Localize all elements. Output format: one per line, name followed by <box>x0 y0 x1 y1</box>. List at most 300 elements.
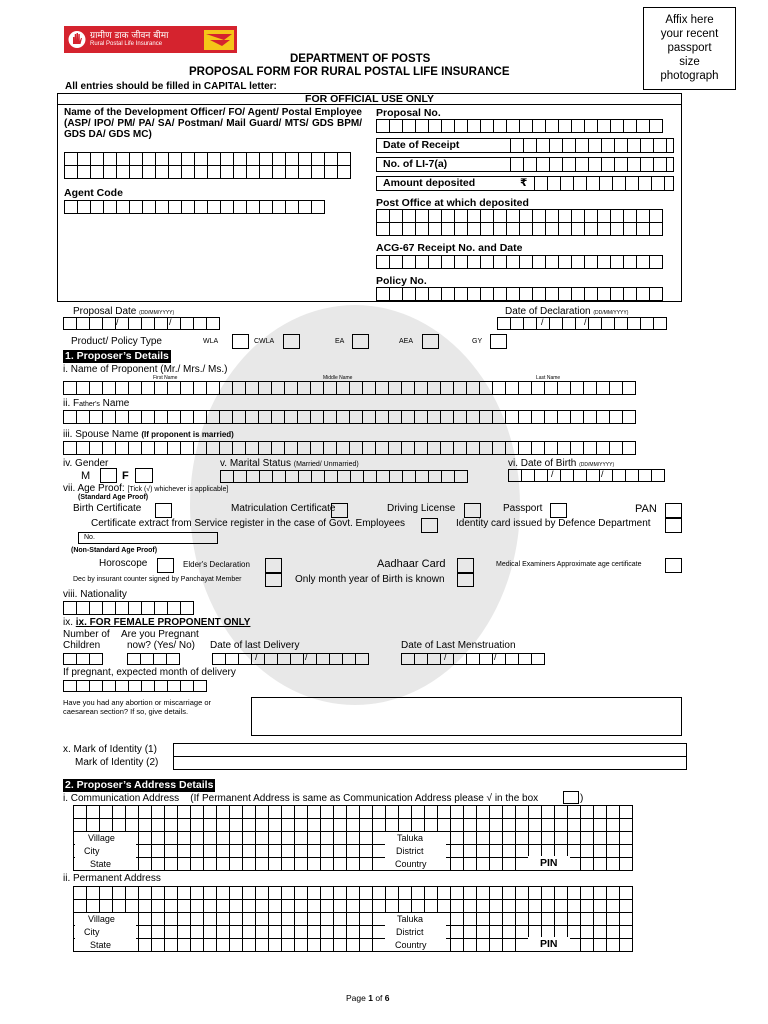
input-cell[interactable] <box>206 410 220 424</box>
input-cell[interactable] <box>536 138 550 153</box>
input-cell[interactable] <box>166 653 180 665</box>
input-cell[interactable] <box>493 222 507 236</box>
input-cell[interactable] <box>363 470 377 483</box>
input-cell[interactable] <box>216 857 230 871</box>
input-cell[interactable] <box>463 844 477 858</box>
input-cell[interactable] <box>480 209 494 223</box>
input-cell[interactable] <box>428 470 442 483</box>
input-cell[interactable] <box>440 441 454 455</box>
input-cell[interactable] <box>450 938 464 952</box>
input-cell[interactable] <box>636 222 650 236</box>
input-cell[interactable] <box>562 157 576 172</box>
input-cell[interactable] <box>414 441 428 455</box>
input-cell[interactable] <box>593 886 607 900</box>
input-cell[interactable] <box>216 938 230 952</box>
input-cell[interactable] <box>480 119 494 133</box>
input-cell[interactable] <box>523 317 537 330</box>
input-cell[interactable] <box>102 317 116 330</box>
input-cell[interactable] <box>519 287 533 301</box>
input-cell[interactable] <box>277 653 291 665</box>
last-delivery-cells[interactable] <box>212 653 369 665</box>
product-type-ea-checkbox[interactable] <box>352 334 369 349</box>
input-cell[interactable] <box>164 912 178 926</box>
pregnant-cells[interactable] <box>127 653 180 665</box>
input-cell[interactable] <box>402 255 416 269</box>
input-cell[interactable] <box>584 119 598 133</box>
input-cell[interactable] <box>320 899 334 913</box>
input-cell[interactable] <box>346 818 360 832</box>
input-cell[interactable] <box>588 138 602 153</box>
input-cell[interactable] <box>588 157 602 172</box>
input-cell[interactable] <box>272 165 286 179</box>
perm-address-cells-row3[interactable] <box>73 912 633 926</box>
input-cell[interactable] <box>242 886 256 900</box>
input-cell[interactable] <box>636 287 650 301</box>
input-cell[interactable] <box>505 653 519 665</box>
input-cell[interactable] <box>557 410 571 424</box>
input-cell[interactable] <box>281 925 295 939</box>
input-cell[interactable] <box>359 912 373 926</box>
input-cell[interactable] <box>554 899 568 913</box>
input-cell[interactable] <box>203 857 217 871</box>
input-cell[interactable] <box>573 469 587 482</box>
input-cell[interactable] <box>619 938 633 952</box>
input-cell[interactable] <box>284 381 298 395</box>
input-cell[interactable] <box>141 317 155 330</box>
input-cell[interactable] <box>606 938 620 952</box>
input-cell[interactable] <box>640 317 654 330</box>
input-cell[interactable] <box>545 209 559 223</box>
nationality-cells[interactable] <box>63 601 194 615</box>
input-cell[interactable] <box>359 857 373 871</box>
input-cell[interactable] <box>307 925 321 939</box>
input-cell[interactable] <box>636 255 650 269</box>
input-cell[interactable] <box>355 653 369 665</box>
input-cell[interactable] <box>454 287 468 301</box>
input-cell[interactable] <box>112 805 126 819</box>
input-cell[interactable] <box>402 222 416 236</box>
input-cell[interactable] <box>502 805 516 819</box>
input-cell[interactable] <box>342 653 356 665</box>
input-cell[interactable] <box>534 469 548 482</box>
input-cell[interactable] <box>164 805 178 819</box>
input-cell[interactable] <box>77 165 91 179</box>
input-cell[interactable] <box>586 176 600 191</box>
input-cell[interactable] <box>207 200 221 214</box>
input-cell[interactable] <box>385 805 399 819</box>
input-cell[interactable] <box>138 912 152 926</box>
input-cell[interactable] <box>272 470 286 483</box>
input-cell[interactable] <box>333 805 347 819</box>
input-cell[interactable] <box>142 165 156 179</box>
mark-identity-2-field[interactable] <box>173 756 687 770</box>
input-cell[interactable] <box>606 925 620 939</box>
input-cell[interactable] <box>609 381 623 395</box>
input-cell[interactable] <box>89 317 103 330</box>
input-cell[interactable] <box>653 317 667 330</box>
product-type-wla-checkbox[interactable] <box>232 334 249 349</box>
input-cell[interactable] <box>346 831 360 845</box>
input-cell[interactable] <box>229 831 243 845</box>
input-cell[interactable] <box>193 680 207 692</box>
input-cell[interactable] <box>103 200 117 214</box>
input-cell[interactable] <box>558 209 572 223</box>
input-cell[interactable] <box>112 886 126 900</box>
input-cell[interactable] <box>177 899 191 913</box>
input-cell[interactable] <box>190 818 204 832</box>
input-cell[interactable] <box>153 653 167 665</box>
input-cell[interactable] <box>89 653 103 665</box>
input-cell[interactable] <box>168 200 182 214</box>
input-cell[interactable] <box>437 899 451 913</box>
input-cell[interactable] <box>601 317 615 330</box>
input-cell[interactable] <box>492 441 506 455</box>
dev-officer-cells-row1[interactable] <box>64 152 351 166</box>
input-cell[interactable] <box>268 925 282 939</box>
input-cell[interactable] <box>259 152 273 166</box>
input-cell[interactable] <box>242 805 256 819</box>
input-cell[interactable] <box>76 680 90 692</box>
input-cell[interactable] <box>346 938 360 952</box>
input-cell[interactable] <box>307 938 321 952</box>
input-cell[interactable] <box>102 441 116 455</box>
father-name-cells[interactable] <box>63 410 636 425</box>
input-cell[interactable] <box>307 899 321 913</box>
input-cell[interactable] <box>597 255 611 269</box>
input-cell[interactable] <box>440 653 454 665</box>
input-cell[interactable] <box>532 209 546 223</box>
input-cell[interactable] <box>220 470 234 483</box>
input-cell[interactable] <box>518 653 532 665</box>
input-cell[interactable] <box>151 925 165 939</box>
input-cell[interactable] <box>593 831 607 845</box>
input-cell[interactable] <box>138 899 152 913</box>
input-cell[interactable] <box>372 844 386 858</box>
input-cell[interactable] <box>623 287 637 301</box>
input-cell[interactable] <box>76 317 90 330</box>
input-cell[interactable] <box>593 925 607 939</box>
input-cell[interactable] <box>441 209 455 223</box>
input-cell[interactable] <box>297 410 311 424</box>
input-cell[interactable] <box>141 680 155 692</box>
input-cell[interactable] <box>112 899 126 913</box>
input-cell[interactable] <box>333 844 347 858</box>
input-cell[interactable] <box>229 912 243 926</box>
input-cell[interactable] <box>203 844 217 858</box>
input-cell[interactable] <box>599 176 613 191</box>
input-cell[interactable] <box>489 844 503 858</box>
input-cell[interactable] <box>415 470 429 483</box>
input-cell[interactable] <box>127 653 141 665</box>
input-cell[interactable] <box>115 680 129 692</box>
input-cell[interactable] <box>125 886 139 900</box>
input-cell[interactable] <box>225 653 239 665</box>
input-cell[interactable] <box>64 200 78 214</box>
input-cell[interactable] <box>242 912 256 926</box>
input-cell[interactable] <box>207 165 221 179</box>
input-cell[interactable] <box>180 317 194 330</box>
input-cell[interactable] <box>554 818 568 832</box>
declaration-date-cells[interactable] <box>497 317 667 330</box>
input-cell[interactable] <box>619 899 633 913</box>
input-cell[interactable] <box>376 222 390 236</box>
input-cell[interactable] <box>333 925 347 939</box>
input-cell[interactable] <box>428 209 442 223</box>
input-cell[interactable] <box>489 938 503 952</box>
input-cell[interactable] <box>571 222 585 236</box>
input-cell[interactable] <box>609 441 623 455</box>
input-cell[interactable] <box>320 831 334 845</box>
input-cell[interactable] <box>89 601 103 615</box>
input-cell[interactable] <box>614 157 628 172</box>
input-cell[interactable] <box>597 119 611 133</box>
input-cell[interactable] <box>398 886 412 900</box>
input-cell[interactable] <box>502 844 516 858</box>
input-cell[interactable] <box>167 441 181 455</box>
input-cell[interactable] <box>372 857 386 871</box>
input-cell[interactable] <box>333 938 347 952</box>
input-cell[interactable] <box>389 209 403 223</box>
input-cell[interactable] <box>450 818 464 832</box>
input-cell[interactable] <box>203 886 217 900</box>
input-cell[interactable] <box>268 805 282 819</box>
input-cell[interactable] <box>427 381 441 395</box>
input-cell[interactable] <box>138 938 152 952</box>
input-cell[interactable] <box>219 381 233 395</box>
input-cell[interactable] <box>320 925 334 939</box>
input-cell[interactable] <box>167 680 181 692</box>
input-cell[interactable] <box>463 925 477 939</box>
input-cell[interactable] <box>454 209 468 223</box>
input-cell[interactable] <box>125 805 139 819</box>
input-cell[interactable] <box>294 912 308 926</box>
input-cell[interactable] <box>164 899 178 913</box>
input-cell[interactable] <box>216 886 230 900</box>
input-cell[interactable] <box>476 831 490 845</box>
input-cell[interactable] <box>86 805 100 819</box>
input-cell[interactable] <box>453 381 467 395</box>
input-cell[interactable] <box>515 925 529 939</box>
input-cell[interactable] <box>627 157 641 172</box>
input-cell[interactable] <box>220 165 234 179</box>
product-type-gy-checkbox[interactable] <box>490 334 507 349</box>
policy-no-cells[interactable] <box>376 287 663 301</box>
input-cell[interactable] <box>359 805 373 819</box>
input-cell[interactable] <box>493 255 507 269</box>
input-cell[interactable] <box>294 818 308 832</box>
input-cell[interactable] <box>649 119 663 133</box>
input-cell[interactable] <box>359 886 373 900</box>
input-cell[interactable] <box>77 152 91 166</box>
input-cell[interactable] <box>623 209 637 223</box>
input-cell[interactable] <box>583 410 597 424</box>
input-cell[interactable] <box>203 818 217 832</box>
input-cell[interactable] <box>492 410 506 424</box>
input-cell[interactable] <box>216 899 230 913</box>
input-cell[interactable] <box>255 844 269 858</box>
input-cell[interactable] <box>376 470 390 483</box>
input-cell[interactable] <box>64 152 78 166</box>
input-cell[interactable] <box>164 844 178 858</box>
input-cell[interactable] <box>232 381 246 395</box>
input-cell[interactable] <box>180 680 194 692</box>
input-cell[interactable] <box>424 805 438 819</box>
input-cell[interactable] <box>411 818 425 832</box>
input-cell[interactable] <box>466 653 480 665</box>
input-cell[interactable] <box>454 255 468 269</box>
input-cell[interactable] <box>428 255 442 269</box>
input-cell[interactable] <box>154 317 168 330</box>
agent-code-cells[interactable] <box>64 200 325 214</box>
matriculation-checkbox[interactable] <box>331 503 348 518</box>
input-cell[interactable] <box>320 844 334 858</box>
input-cell[interactable] <box>102 410 116 424</box>
input-cell[interactable] <box>255 831 269 845</box>
input-cell[interactable] <box>128 381 142 395</box>
input-cell[interactable] <box>424 899 438 913</box>
amount-cells[interactable] <box>534 176 665 191</box>
input-cell[interactable] <box>220 152 234 166</box>
input-cell[interactable] <box>294 938 308 952</box>
input-cell[interactable] <box>450 886 464 900</box>
input-cell[interactable] <box>518 441 532 455</box>
input-cell[interactable] <box>375 381 389 395</box>
mark-identity-1-field[interactable] <box>173 743 687 757</box>
input-cell[interactable] <box>415 209 429 223</box>
input-cell[interactable] <box>258 441 272 455</box>
input-cell[interactable] <box>597 287 611 301</box>
input-cell[interactable] <box>281 912 295 926</box>
input-cell[interactable] <box>502 818 516 832</box>
input-cell[interactable] <box>547 469 561 482</box>
input-cell[interactable] <box>653 157 667 172</box>
input-cell[interactable] <box>89 410 103 424</box>
input-cell[interactable] <box>190 886 204 900</box>
input-cell[interactable] <box>181 152 195 166</box>
input-cell[interactable] <box>424 818 438 832</box>
input-cell[interactable] <box>571 119 585 133</box>
input-cell[interactable] <box>463 899 477 913</box>
input-cell[interactable] <box>245 441 259 455</box>
input-cell[interactable] <box>450 925 464 939</box>
input-cell[interactable] <box>220 200 234 214</box>
input-cell[interactable] <box>76 410 90 424</box>
input-cell[interactable] <box>596 410 610 424</box>
input-cell[interactable] <box>245 410 259 424</box>
cert-extract-checkbox[interactable] <box>421 518 438 533</box>
input-cell[interactable] <box>479 441 493 455</box>
input-cell[interactable] <box>573 176 587 191</box>
input-cell[interactable] <box>76 601 90 615</box>
input-cell[interactable] <box>463 805 477 819</box>
input-cell[interactable] <box>324 152 338 166</box>
input-cell[interactable] <box>562 138 576 153</box>
input-cell[interactable] <box>614 317 628 330</box>
input-cell[interactable] <box>271 441 285 455</box>
input-cell[interactable] <box>151 899 165 913</box>
input-cell[interactable] <box>619 844 633 858</box>
input-cell[interactable] <box>73 899 87 913</box>
input-cell[interactable] <box>467 255 481 269</box>
input-cell[interactable] <box>583 441 597 455</box>
input-cell[interactable] <box>206 317 220 330</box>
input-cell[interactable] <box>125 899 139 913</box>
input-cell[interactable] <box>571 209 585 223</box>
input-cell[interactable] <box>450 912 464 926</box>
input-cell[interactable] <box>203 899 217 913</box>
input-cell[interactable] <box>454 119 468 133</box>
input-cell[interactable] <box>619 831 633 845</box>
input-cell[interactable] <box>597 209 611 223</box>
input-cell[interactable] <box>489 818 503 832</box>
input-cell[interactable] <box>544 441 558 455</box>
input-cell[interactable] <box>601 157 615 172</box>
input-cell[interactable] <box>463 886 477 900</box>
input-cell[interactable] <box>229 805 243 819</box>
input-cell[interactable] <box>519 119 533 133</box>
input-cell[interactable] <box>558 287 572 301</box>
input-cell[interactable] <box>649 255 663 269</box>
input-cell[interactable] <box>622 381 636 395</box>
input-cell[interactable] <box>463 857 477 871</box>
input-cell[interactable] <box>506 222 520 236</box>
input-cell[interactable] <box>216 925 230 939</box>
input-cell[interactable] <box>515 899 529 913</box>
input-cell[interactable] <box>515 818 529 832</box>
input-cell[interactable] <box>242 844 256 858</box>
input-cell[interactable] <box>450 831 464 845</box>
input-cell[interactable] <box>506 209 520 223</box>
input-cell[interactable] <box>506 287 520 301</box>
input-cell[interactable] <box>190 844 204 858</box>
input-cell[interactable] <box>206 441 220 455</box>
input-cell[interactable] <box>466 410 480 424</box>
input-cell[interactable] <box>638 176 652 191</box>
input-cell[interactable] <box>625 469 639 482</box>
input-cell[interactable] <box>190 857 204 871</box>
input-cell[interactable] <box>389 119 403 133</box>
input-cell[interactable] <box>545 287 559 301</box>
input-cell[interactable] <box>385 818 399 832</box>
input-cell[interactable] <box>612 469 626 482</box>
input-cell[interactable] <box>415 119 429 133</box>
input-cell[interactable] <box>567 818 581 832</box>
input-cell[interactable] <box>164 886 178 900</box>
input-cell[interactable] <box>359 938 373 952</box>
pan-checkbox[interactable] <box>665 503 682 518</box>
input-cell[interactable] <box>570 441 584 455</box>
input-cell[interactable] <box>640 138 654 153</box>
input-cell[interactable] <box>141 601 155 615</box>
input-cell[interactable] <box>284 410 298 424</box>
input-cell[interactable] <box>532 255 546 269</box>
input-cell[interactable] <box>128 441 142 455</box>
input-cell[interactable] <box>90 152 104 166</box>
input-cell[interactable] <box>606 886 620 900</box>
input-cell[interactable] <box>610 222 624 236</box>
input-cell[interactable] <box>389 470 403 483</box>
input-cell[interactable] <box>523 138 537 153</box>
input-cell[interactable] <box>90 200 104 214</box>
input-cell[interactable] <box>177 938 191 952</box>
input-cell[interactable] <box>510 138 524 153</box>
input-cell[interactable] <box>567 886 581 900</box>
input-cell[interactable] <box>593 844 607 858</box>
input-cell[interactable] <box>168 152 182 166</box>
input-cell[interactable] <box>638 469 652 482</box>
input-cell[interactable] <box>651 176 665 191</box>
input-cell[interactable] <box>297 381 311 395</box>
